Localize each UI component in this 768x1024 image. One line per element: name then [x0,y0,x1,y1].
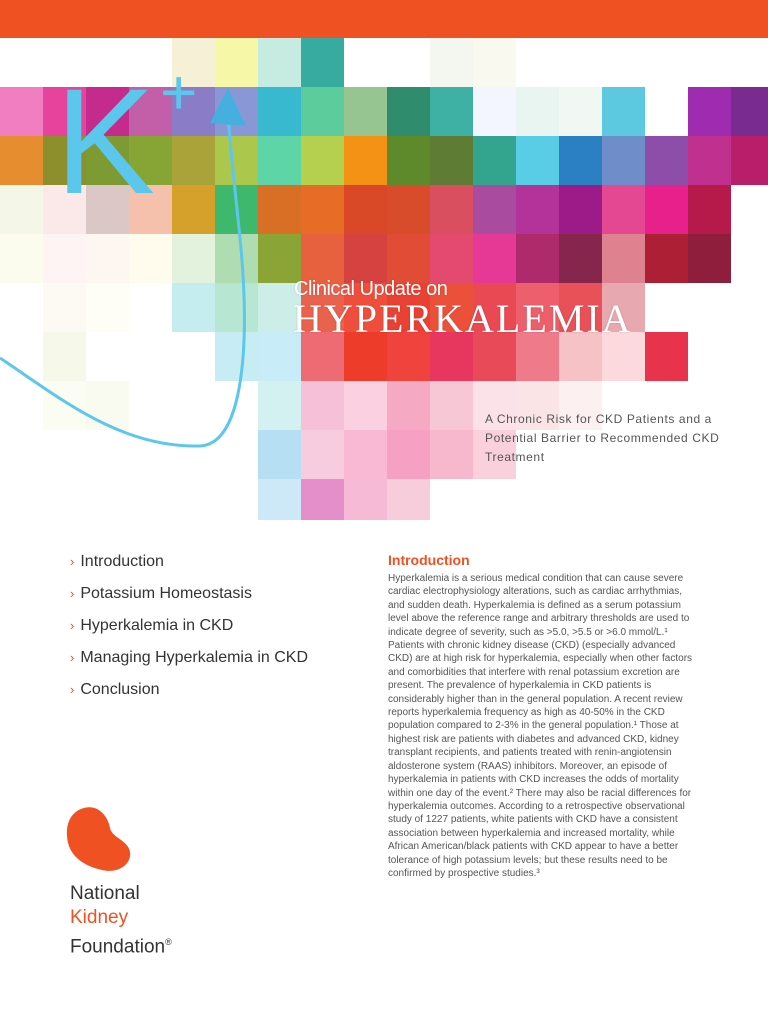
toc-item-label: Introduction [80,553,164,570]
introduction-section [388,552,698,880]
toc-item-label: Conclusion [80,681,160,698]
section-heading: Introduction [388,552,470,568]
section-body: Hyperkalemia is a serious medical condition that can cause severe cardiac electrophysiology alterations, such as cardiac arrhythmias, and sudden death. Hyperkalemia is defined as a serum potassium level above the reference range and arbitrary thresholds are used to indicate degree of severity, such as >5.0, >5.5 or >6.0 mmol/L.¹ Patients with chronic kidney disease (CKD) (especially advanced CKD) are at high risk for hyperkalemia, especially when other factors and comorbidities that interfere with renal potassium excretion are present. The prevalence of hyperkalemia in CKD patients is considerably higher than in the general population. A recent review reports hyperkalemia frequency as high as 40-50% in the CKD population compared to 2-3% in the general population.¹ Those at highest risk are patients with diabetes and advanced CKD, kidney transplant recipients, and patients treated with renin-angiotensin aldosterone system (RAAS) inhibitors. Moreover, an episode of hyperkalemia in patients with CKD increases the odds of mortality within one day of the event.² There may also be racial differences for hyperkalemia outcomes. According to a retrospective observational study of 1227 patients, white patients with CKD have a consistent association between hyperkalemia and increased mortality, while African American/black patients with CKD appear to have a better tolerance of high potassium levels; but these results need to be confirmed by prospective studies.³ [388,573,693,879]
potassium-symbol: K [55,57,150,225]
logo-line-national: National [70,883,140,904]
chevron-right-icon: › [70,650,75,665]
logo-line-kidney: Kidney [70,907,129,928]
toc-item-label: Hyperkalemia in CKD [80,617,234,634]
toc-item-hyperkalemia-in-ckd[interactable] [70,614,370,646]
toc-item-label: Managing Hyperkalemia in CKD [80,649,308,666]
nkf-logo-text [70,882,172,959]
top-accent-bar [0,0,768,38]
cover-tagline: A Chronic Risk for CKD Patients and a Potential Barrier to Recommended CKD Treatment [485,412,720,464]
plus-charge-icon: + [160,56,198,128]
toc-item-potassium-homeostasis[interactable] [70,582,370,614]
toc-item-label: Potassium Homeostasis [80,585,252,602]
chevron-right-icon: › [70,682,75,697]
cover-subtitle: Clinical Update on [294,278,448,300]
registered-mark: ® [165,937,172,947]
logo-line-foundation: Foundation® [70,936,172,958]
kidney-logo-icon [66,806,136,872]
toc-item-conclusion[interactable] [70,678,370,710]
arrow-head-icon [210,88,246,126]
table-of-contents [70,550,370,710]
chevron-right-icon: › [70,586,75,601]
toc-item-managing-hyperkalemia[interactable] [70,646,370,678]
toc-item-introduction[interactable] [70,550,370,582]
cover-title: HYPERKALEMIA [293,296,633,341]
chevron-right-icon: › [70,554,75,569]
chevron-right-icon: › [70,618,75,633]
